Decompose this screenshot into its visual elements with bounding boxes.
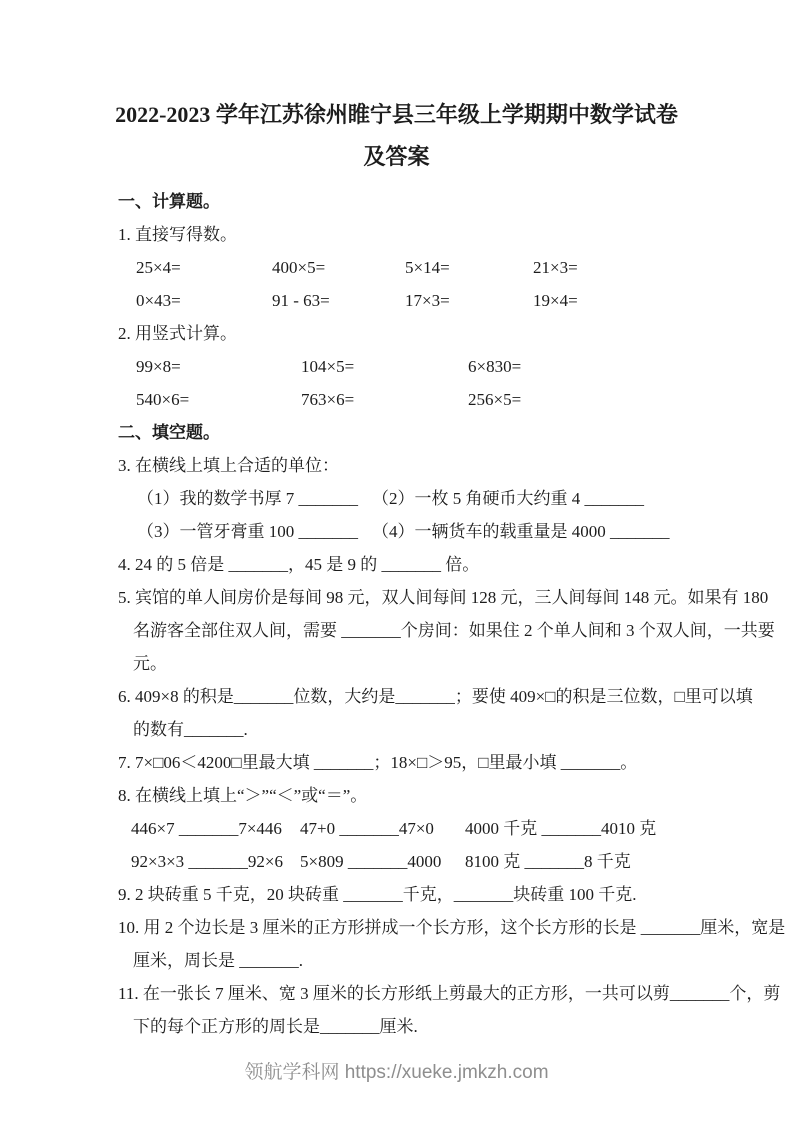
- exam-body: [118, 185, 786, 1043]
- question-1-row-2: [136, 284, 680, 317]
- section-heading-fill-blanks: 二、填空题。: [118, 423, 220, 442]
- question-3-label: 3. 在横线上填上合适的单位：: [118, 456, 339, 475]
- question-11-line-2: 下的每个正方形的周长是_______厘米.: [133, 1017, 418, 1036]
- question-2-label: 2. 用竖式计算。: [118, 324, 237, 343]
- expression: 104×5=: [301, 357, 355, 376]
- question-2-row-2: [136, 383, 680, 416]
- section-heading-calculation: 一、计算题。: [118, 192, 220, 211]
- page-title: [0, 0, 793, 178]
- fill-blank-item: （2）一枚 5 角硬币大约重 4 _______: [372, 489, 644, 508]
- expression: 91 - 63=: [272, 291, 330, 310]
- expression: 256×5=: [468, 390, 522, 409]
- expression: 5×14=: [405, 258, 450, 277]
- fill-blank-item: （4）一辆货车的载重量是 4000 _______: [372, 522, 670, 541]
- question-6-line-1: 6. 409×8 的积是_______位数，大约是_______；要使 409×□的积是三位数，□里可以填: [118, 687, 753, 706]
- expression: 763×6=: [301, 390, 355, 409]
- question-5-line-2: 名游客全部住双人间，需要 _______个房间：如果住 2 个单人间和 3 个双人间，一共要: [133, 621, 775, 640]
- expression: 400×5=: [272, 258, 326, 277]
- question-10: [118, 911, 786, 977]
- comparison-item: 8100 克 _______8 千克: [465, 852, 631, 871]
- question-5-line-1: 5. 宾馆的单人间房价是每间 98 元，双人间每间 128 元，三人间每间 148 元。如果有 180: [118, 588, 769, 607]
- question-7: 7. 7×□06＜4200□里最大填 _______；18×□＞95，□里最小填 _______。: [118, 753, 638, 772]
- comparison-item: 5×809 _______4000: [300, 852, 442, 871]
- expression: 17×3=: [405, 291, 450, 310]
- comparison-item: 446×7 _______7×446: [131, 819, 282, 838]
- expression: 0×43=: [136, 291, 181, 310]
- expression: 21×3=: [533, 258, 578, 277]
- question-11-line-1: 11. 在一张长 7 厘米、宽 3 厘米的长方形纸上剪最大的正方形，一共可以剪_______个，剪: [118, 984, 781, 1003]
- comparison-item: 92×3×3 _______92×6: [131, 852, 284, 871]
- question-10-line-2: 厘米，周长是 _______.: [133, 951, 303, 970]
- footer-watermark: 领航学科网 https://xueke.jmkzh.com: [244, 1062, 549, 1083]
- question-2-row-1: [136, 350, 680, 383]
- question-4: 4. 24 的 5 倍是 _______，45 是 9 的 _______ 倍。: [118, 555, 480, 574]
- expression: 19×4=: [533, 291, 578, 310]
- question-8-row-2: [131, 845, 680, 878]
- question-3-row-1: [137, 482, 680, 515]
- question-6-line-2: 的数有_______.: [133, 720, 248, 739]
- fill-blank-item: （3）一管牙膏重 100 _______: [137, 522, 358, 541]
- page-title-line-1: 2022-2023 学年江苏徐州睢宁县三年级上学期期中数学试卷: [115, 102, 678, 127]
- comparison-item: 47+0 _______47×0: [300, 819, 434, 838]
- question-5: [118, 581, 775, 680]
- question-5-line-3: 元。: [133, 654, 167, 673]
- question-9: 9. 2 块砖重 5 千克，20 块砖重 _______千克，_______块砖重 100 千克.: [118, 885, 637, 904]
- fill-blank-item: （1）我的数学书厚 7 _______: [137, 489, 358, 508]
- question-10-line-1: 10. 用 2 个边长是 3 厘米的正方形拼成一个长方形，这个长方形的长是 _______厘米，宽是: [118, 918, 786, 937]
- question-8-label: 8. 在横线上填上“＞”“＜”或“＝”。: [118, 786, 368, 805]
- page-title-line-2: 及答案: [363, 144, 430, 169]
- expression: 25×4=: [136, 258, 181, 277]
- question-1-row-1: [136, 251, 680, 284]
- expression: 99×8=: [136, 357, 181, 376]
- question-6: [118, 680, 753, 746]
- question-3-row-2: [137, 515, 680, 548]
- expression: 6×830=: [468, 357, 522, 376]
- question-1-label: 1. 直接写得数。: [118, 225, 237, 244]
- question-8-row-1: [131, 812, 680, 845]
- question-11: [118, 977, 781, 1043]
- comparison-item: 4000 千克 _______4010 克: [465, 819, 657, 838]
- expression: 540×6=: [136, 390, 190, 409]
